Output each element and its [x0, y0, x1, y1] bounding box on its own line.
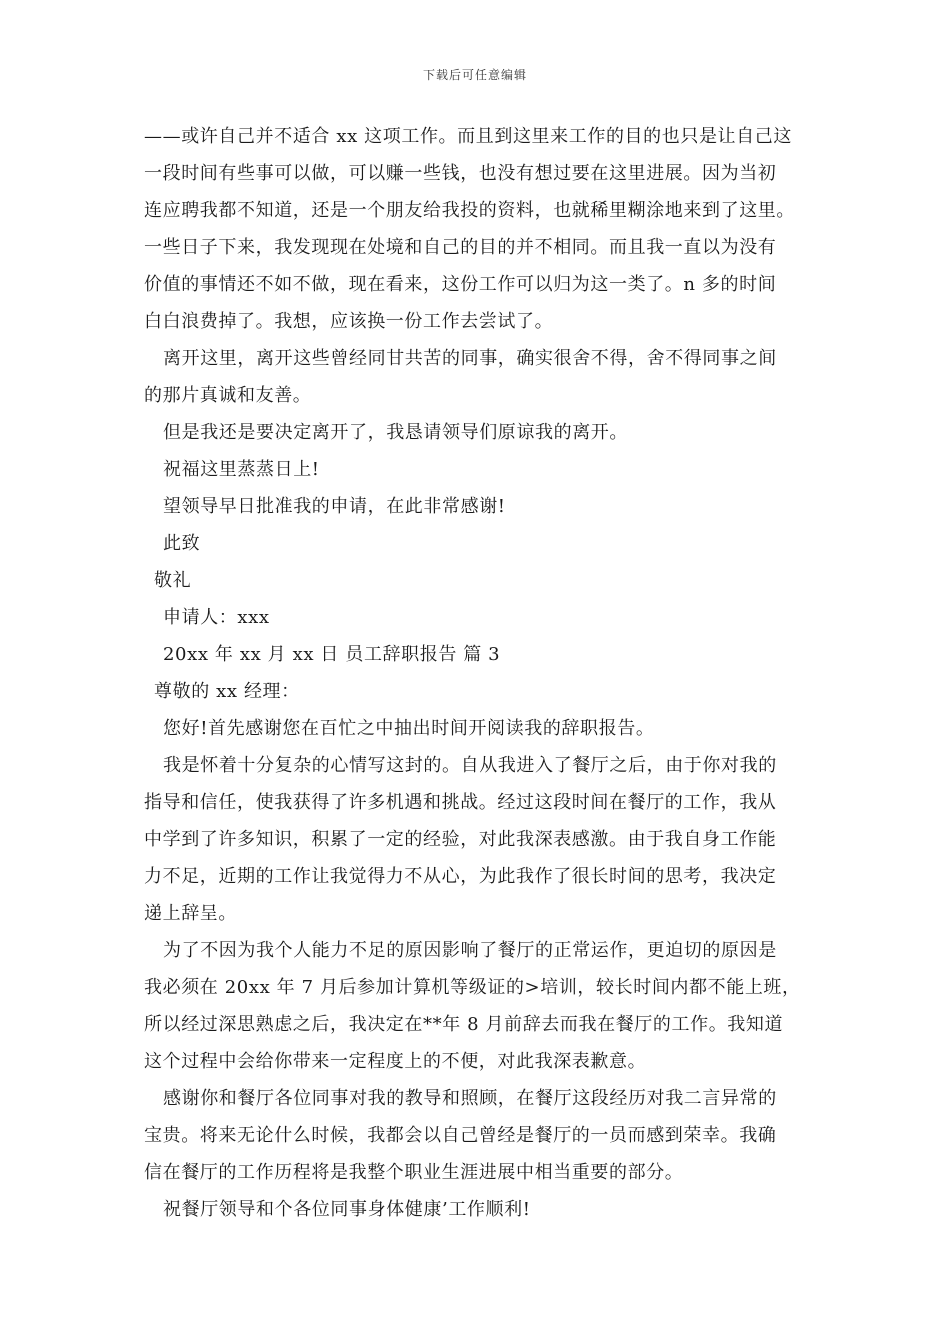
text-line: 这个过程中会给你带来一定程度上的不便，对此我深表歉意。 — [144, 1051, 647, 1072]
text-line: 望领导早日批准我的申请，在此非常感谢! — [163, 496, 506, 517]
text-line: 一些日子下来，我发现现在处境和自己的目的并不相同。而且我一直以为没有 — [144, 237, 777, 258]
text-line: 您好!首先感谢您在百忙之中抽出时间开阅读我的辞职报告。 — [163, 718, 655, 739]
page-header-note: 下载后可任意编辑 — [422, 68, 527, 82]
text-line: 申请人：xxx — [163, 607, 270, 628]
text-line: 我必须在 20xx 年 7 月后参加计算机等级证的>培训，较长时间内都不能上班， — [144, 977, 801, 998]
text-line: 尊敬的 xx 经理： — [154, 681, 300, 702]
text-line: 中学到了许多知识，积累了一定的经验，对此我深表感激。由于我自身工作能 — [144, 829, 777, 850]
text-line: 敬礼 — [154, 570, 192, 591]
text-line: 但是我还是要决定离开了，我恳请领导们原谅我的离开。 — [163, 422, 628, 443]
text-line: 为了不因为我个人能力不足的原因影响了餐厅的正常运作，更迫切的原因是 — [163, 940, 777, 961]
text-line: 一段时间有些事可以做，可以赚一些钱，也没有想过要在这里进展。因为当初 — [144, 163, 777, 184]
text-line: 祝餐厅领导和个各位同事身体健康’工作顺利! — [163, 1199, 531, 1220]
text-line: ——或许自己并不适合 xx 这项工作。而且到这里来工作的目的也只是让自己这 — [144, 126, 792, 147]
text-line: 感谢你和餐厅各位同事对我的教导和照顾，在餐厅这段经历对我二言异常的 — [163, 1088, 777, 1109]
text-line: 祝福这里蒸蒸日上! — [163, 459, 320, 480]
text-line: 连应聘我都不知道，还是一个朋友给我投的资料，也就稀里糊涂地来到了这里。 — [144, 200, 795, 221]
text-line: 的那片真诚和友善。 — [144, 385, 312, 406]
text-line: 白白浪费掉了。我想，应该换一份工作去尝试了。 — [144, 311, 554, 332]
text-line: 指导和信任，使我获得了许多机遇和挑战。经过这段时间在餐厅的工作，我从 — [144, 792, 777, 813]
text-line: 价值的事情还不如不做，现在看来，这份工作可以归为这一类了。n 多的时间 — [144, 274, 777, 295]
text-line: 20xx 年 xx 月 xx 日 员工辞职报告 篇 3 — [163, 644, 501, 665]
text-line: 力不足，近期的工作让我觉得力不从心，为此我作了很长时间的思考，我决定 — [144, 866, 777, 887]
text-line: 宝贵。将来无论什么时候，我都会以自己曾经是餐厅的一员而感到荣幸。我确 — [144, 1125, 777, 1146]
text-line: 所以经过深思熟虑之后，我决定在**年 8 月前辞去而我在餐厅的工作。我知道 — [144, 1014, 784, 1035]
document-body — [144, 118, 814, 1228]
text-line: 此致 — [163, 533, 201, 554]
text-line: 递上辞呈。 — [144, 903, 237, 924]
text-line: 信在餐厅的工作历程将是我整个职业生涯进展中相当重要的部分。 — [144, 1162, 684, 1183]
text-line: 我是怀着十分复杂的心情写这封的。自从我进入了餐厅之后，由于你对我的 — [163, 755, 777, 776]
text-line: 离开这里，离开这些曾经同甘共苦的同事，确实很舍不得，舍不得同事之间 — [163, 348, 777, 369]
